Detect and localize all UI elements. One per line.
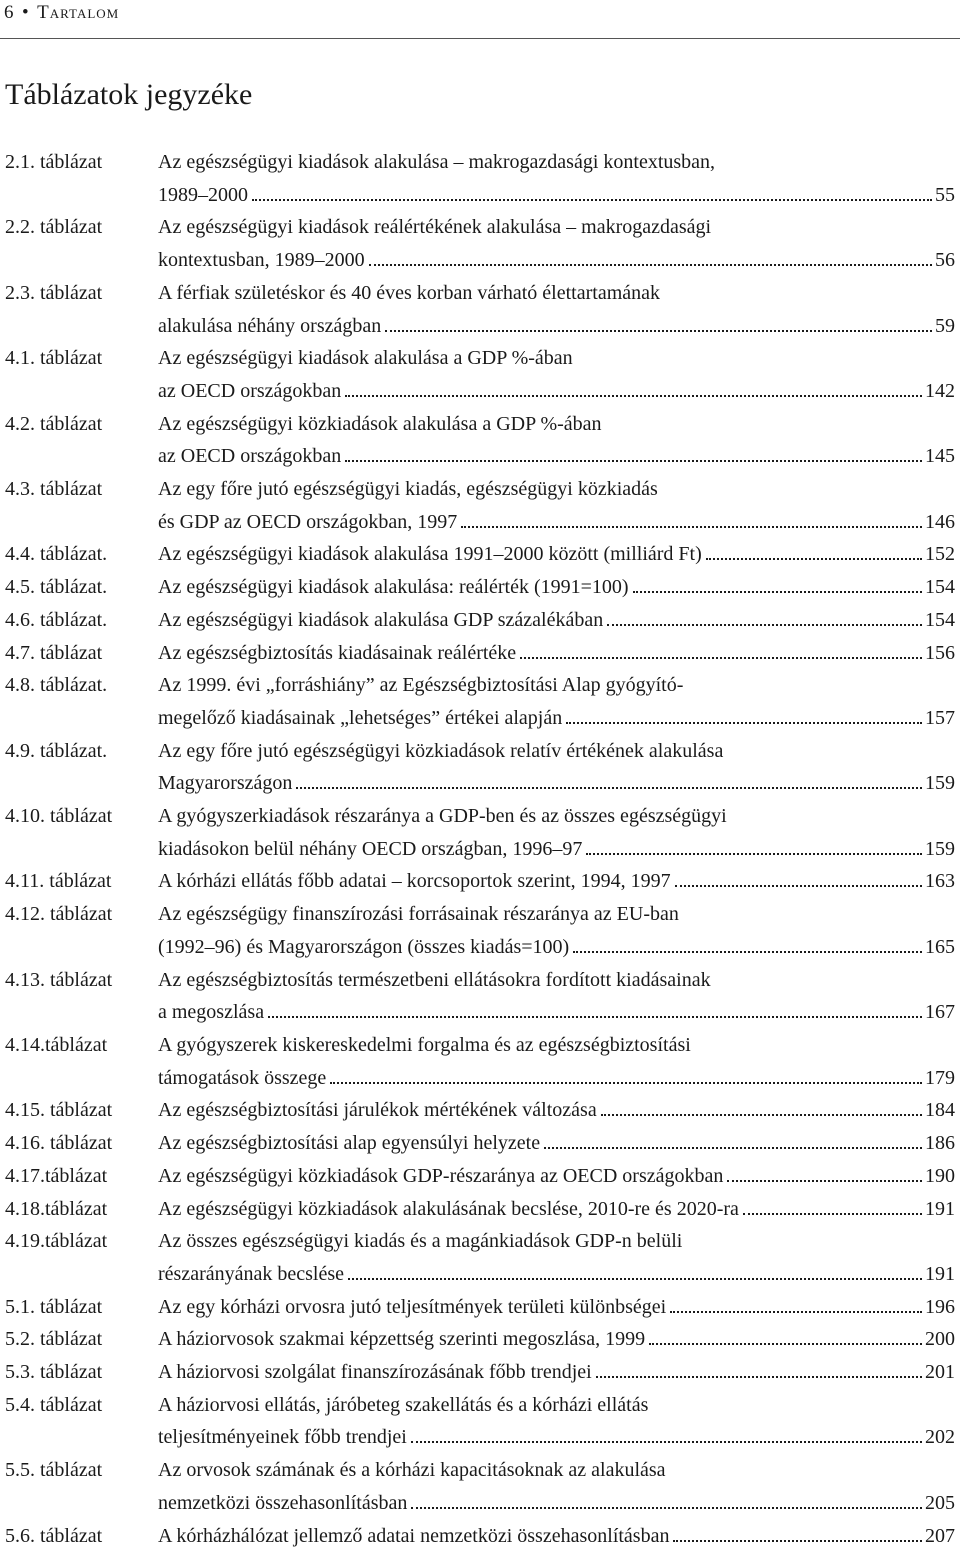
entry-title (158, 408, 955, 473)
entry-title-line (158, 1258, 955, 1291)
dot-leader (330, 1082, 922, 1084)
entry-title-line (158, 865, 955, 898)
entry-title (158, 1160, 955, 1193)
entry-title-text: (1992–96) és Magyarországon (összes kiadás=100) (158, 935, 570, 958)
toc-entry[interactable] (5, 1389, 955, 1454)
toc-entry[interactable] (5, 538, 955, 571)
toc-entry[interactable] (5, 1029, 955, 1094)
entry-title-line (158, 1454, 955, 1487)
entry-title-line (158, 1291, 955, 1324)
entry-title-line (158, 1520, 955, 1552)
entry-title-text: a megoszlása (158, 1001, 265, 1024)
dot-leader (607, 624, 922, 626)
entry-title (158, 571, 955, 604)
entry-number: 4.8. táblázat. (5, 674, 108, 697)
entry-title (158, 1356, 955, 1389)
toc-entry[interactable] (5, 1291, 955, 1324)
entry-title-text: A háziorvosok szakmai képzettség szerinti megoszlása, 1999 (158, 1328, 646, 1351)
toc-entry[interactable] (5, 277, 955, 342)
page-reference: 59 (935, 314, 955, 337)
dot-leader (673, 1540, 922, 1542)
entry-title-line (158, 1062, 955, 1095)
entry-number: 5.2. táblázat (5, 1328, 103, 1351)
entry-title-line (158, 767, 955, 800)
dot-leader (369, 264, 932, 266)
dot-leader (411, 1441, 922, 1443)
entry-number: 2.2. táblázat (5, 216, 103, 239)
entry-number: 2.1. táblázat (5, 151, 103, 173)
entry-title-text: Az egészségbiztosítás kiadásainak reálértéke (158, 641, 517, 664)
running-header (4, 2, 119, 24)
entry-title-line (158, 473, 955, 506)
page-title: Táblázatok jegyzéke (5, 78, 253, 111)
entry-title-line (158, 1225, 955, 1258)
entry-title (158, 1323, 955, 1356)
entry-title (158, 1193, 955, 1226)
entry-title-text: nemzetközi összehasonlításban (158, 1491, 408, 1514)
entry-title (158, 342, 955, 407)
dot-leader (649, 1343, 922, 1345)
entry-number: 4.18.táblázat (5, 1197, 108, 1220)
dot-leader (348, 1278, 922, 1280)
dot-leader (675, 885, 922, 887)
page-reference: 207 (925, 1524, 955, 1547)
page-reference: 154 (925, 608, 955, 631)
entry-title-text: Az egészségügyi kiadások alakulása GDP százalékában (158, 608, 604, 631)
dot-leader (345, 395, 922, 397)
page-reference: 202 (925, 1426, 955, 1449)
entry-title-line (158, 1421, 955, 1454)
entry-number: 5.6. táblázat (5, 1524, 103, 1547)
entry-title-line (158, 440, 955, 473)
entry-title-text: A gyógyszerek kiskereskedelmi forgalma és az egészségbiztosítási (158, 1033, 691, 1056)
entry-title (158, 1225, 955, 1290)
section-name: Tartalom (37, 2, 120, 23)
toc-entry[interactable] (5, 1127, 955, 1160)
entry-title-text: kontextusban, 1989–2000 (158, 249, 365, 272)
entry-title (158, 800, 955, 865)
entry-number: 4.17.táblázat (5, 1164, 108, 1187)
page-reference: 200 (925, 1328, 955, 1351)
page-reference: 56 (935, 249, 955, 272)
page-reference: 191 (925, 1197, 955, 1220)
entry-title-text: Az egészségbiztosítás természetbeni ellátásokra fordított kiadásainak (158, 968, 711, 991)
dot-leader (345, 460, 922, 462)
entry-number: 4.4. táblázat. (5, 543, 108, 566)
entry-title-text: Az egészségügy finanszírozási forrásainak részaránya az EU-ban (158, 903, 679, 926)
entry-title-line (158, 669, 955, 702)
page-reference: 157 (925, 706, 955, 729)
entry-number: 4.19.táblázat (5, 1230, 108, 1253)
entry-title (158, 146, 955, 211)
entry-number: 4.3. táblázat (5, 478, 103, 501)
entry-title-line (158, 1127, 955, 1160)
entry-title (158, 1094, 955, 1127)
dot-leader (727, 1180, 922, 1182)
entry-title-text: alakulása néhány országban (158, 314, 382, 337)
entry-title-line (158, 506, 955, 539)
dot-leader (544, 1147, 922, 1149)
entry-title-line (158, 211, 955, 244)
entry-number: 5.4. táblázat (5, 1393, 103, 1416)
entry-title-text: A háziorvosi ellátás, járóbeteg szakellátás és a kórházi ellátás (158, 1393, 649, 1416)
page-reference: 186 (925, 1132, 955, 1155)
entry-title-line (158, 1487, 955, 1520)
entry-title-text: Az egy főre jutó egészségügyi kiadás, egészségügyi közkiadás (158, 478, 658, 501)
entry-title (158, 1029, 955, 1094)
entry-number: 4.16. táblázat (5, 1132, 113, 1155)
entry-title-text: teljesítményeinek főbb trendjei (158, 1426, 407, 1449)
entry-title (158, 735, 955, 800)
page-number: 6 (4, 2, 14, 23)
entry-title-text: kiadásokon belül néhány OECD országban, 1996–97 (158, 837, 583, 860)
dot-leader (461, 526, 922, 528)
page-reference: 152 (925, 543, 955, 566)
entry-number: 5.5. táblázat (5, 1459, 103, 1482)
entry-title-text: Magyarországon (158, 772, 293, 795)
toc-entry[interactable] (5, 1454, 955, 1519)
dot-leader (670, 1311, 922, 1313)
bullet-separator: • (22, 2, 30, 23)
toc-entry[interactable] (5, 1094, 955, 1127)
dot-leader (411, 1507, 922, 1509)
toc-entry[interactable] (5, 1193, 955, 1226)
entry-number: 2.3. táblázat (5, 281, 103, 304)
entry-title-line (158, 1389, 955, 1422)
toc-entry[interactable] (5, 1520, 955, 1552)
dot-leader (296, 787, 922, 789)
entry-number: 4.7. táblázat (5, 641, 103, 664)
entry-title-text: Az egészségügyi kiadások alakulása a GDP %-ában (158, 347, 573, 370)
entry-title (158, 1454, 955, 1519)
entry-title-line (158, 277, 955, 310)
toc-entry[interactable] (5, 211, 955, 276)
entry-title-line (158, 1029, 955, 1062)
entry-title (158, 211, 955, 276)
dot-leader (268, 1016, 922, 1018)
entry-title-line (158, 833, 955, 866)
entry-title-text: Az egészségügyi kiadások alakulása: reálérték (1991=100) (158, 576, 629, 599)
page-reference: 179 (925, 1066, 955, 1089)
toc-entry[interactable] (5, 571, 955, 604)
entry-number: 4.9. táblázat. (5, 739, 108, 762)
entry-title-text: Az egészségügyi kiadások alakulása 1991–2000 között (milliárd Ft) (158, 543, 702, 566)
dot-leader (520, 657, 922, 659)
page-reference: 145 (925, 445, 955, 468)
entry-number: 4.12. táblázat (5, 903, 113, 926)
dot-leader (385, 330, 932, 332)
page-reference: 167 (925, 1001, 955, 1024)
entry-title (158, 669, 955, 734)
entry-title-text: Az egészségügyi kiadások alakulása – makrogazdasági kontextusban, (158, 151, 716, 173)
page-reference: 205 (925, 1491, 955, 1514)
page-reference: 159 (925, 772, 955, 795)
entry-title-text: Az egészségügyi közkiadások alakulásának becslése, 2010-re és 2020-ra (158, 1197, 739, 1220)
entry-title-text: Az összes egészségügyi kiadás és a magánkiadások GDP-n belüli (158, 1230, 683, 1253)
entry-title-line (158, 735, 955, 768)
entry-title (158, 1127, 955, 1160)
toc-entry[interactable] (5, 604, 955, 637)
entry-title (158, 277, 955, 342)
entry-title-line (158, 931, 955, 964)
entry-title-text: Az 1999. évi „forráshiány” az Egészségbiztosítási Alap gyógyító- (158, 674, 684, 697)
entry-title-text: A háziorvosi szolgálat finanszírozásának főbb trendjei (158, 1361, 592, 1384)
toc-entry[interactable] (5, 865, 955, 898)
page-reference: 196 (925, 1295, 955, 1318)
entry-title (158, 604, 955, 637)
entry-title-line (158, 898, 955, 931)
page-reference: 146 (925, 510, 955, 533)
entry-title (158, 964, 955, 1029)
entry-title-text: Az egy kórházi orvosra jutó teljesítmények területi különbségei (158, 1295, 667, 1318)
entry-number: 5.3. táblázat (5, 1361, 103, 1384)
entry-title (158, 538, 955, 571)
page-reference: 156 (925, 641, 955, 664)
entry-title-text: Az egy főre jutó egészségügyi közkiadások relatív értékének alakulása (158, 739, 724, 762)
entry-title-line (158, 342, 955, 375)
dot-leader (586, 853, 922, 855)
entry-title (158, 865, 955, 898)
entry-title (158, 637, 955, 670)
entry-number: 5.1. táblázat (5, 1295, 103, 1318)
entry-title-text: Az egészségbiztosítási járulékok mértékének változása (158, 1099, 597, 1122)
entry-title-text: A kórházhálózat jellemző adatai nemzetközi összehasonlításban (158, 1524, 670, 1547)
entry-title-text: részarányának becslése (158, 1262, 344, 1285)
entry-title-text: és GDP az OECD országokban, 1997 (158, 510, 458, 533)
entry-title-line (158, 604, 955, 637)
entry-title-text: az OECD országokban (158, 445, 342, 468)
entry-title-line (158, 375, 955, 408)
toc-entry[interactable] (5, 1356, 955, 1389)
page-reference: 201 (925, 1361, 955, 1384)
entry-title-line (158, 1323, 955, 1356)
entry-title-line (158, 637, 955, 670)
toc-entry[interactable] (5, 669, 955, 734)
entry-number: 4.15. táblázat (5, 1099, 113, 1122)
entry-title-text: Az egészségügyi közkiadások alakulása a GDP %-ában (158, 412, 602, 435)
table-list (5, 146, 955, 1552)
dot-leader (566, 722, 922, 724)
toc-entry[interactable] (5, 473, 955, 538)
page-reference: 190 (925, 1164, 955, 1187)
entry-number: 4.10. táblázat (5, 805, 113, 828)
entry-title (158, 898, 955, 963)
toc-entry[interactable] (5, 1160, 955, 1193)
toc-entry[interactable] (5, 800, 955, 865)
page-reference: 163 (925, 870, 955, 893)
toc-entry[interactable] (5, 1323, 955, 1356)
entry-title-text: az OECD országokban (158, 379, 342, 402)
page-reference: 184 (925, 1099, 955, 1122)
page-reference: 191 (925, 1262, 955, 1285)
entry-title-line (158, 1094, 955, 1127)
toc-entry[interactable] (5, 964, 955, 1029)
dot-leader (706, 558, 922, 560)
toc-entry[interactable] (5, 735, 955, 800)
entry-title-line (158, 146, 955, 179)
entry-number: 4.13. táblázat (5, 968, 113, 991)
page-reference: 165 (925, 935, 955, 958)
dot-leader (252, 199, 932, 201)
entry-title-text: Az egészségbiztosítási alap egyensúlyi helyzete (158, 1132, 541, 1155)
entry-number: 4.6. táblázat. (5, 608, 108, 631)
entry-title-text: Az egészségügyi közkiadások GDP-részaránya az OECD országokban (158, 1164, 724, 1187)
entry-title-text: Az egészségügyi kiadások reálértékének alakulása – makrogazdasági (158, 216, 712, 239)
toc-entry[interactable] (5, 408, 955, 473)
entry-number: 4.5. táblázat. (5, 576, 108, 599)
entry-number: 4.11. táblázat (5, 870, 112, 893)
entry-title-line (158, 1160, 955, 1193)
entry-title (158, 1291, 955, 1324)
dot-leader (601, 1114, 922, 1116)
dot-leader (743, 1213, 922, 1215)
entry-title-line (158, 538, 955, 571)
dot-leader (596, 1376, 922, 1378)
entry-title (158, 473, 955, 538)
entry-title-line (158, 244, 955, 277)
entry-title-line (158, 408, 955, 441)
entry-title-line (158, 571, 955, 604)
entry-number: 4.1. táblázat (5, 347, 103, 370)
toc-entry[interactable] (5, 637, 955, 670)
entry-title-text: támogatások összege (158, 1066, 327, 1089)
entry-title-line (158, 310, 955, 343)
page-reference: 154 (925, 576, 955, 599)
entry-title-line (158, 964, 955, 997)
page-reference: 159 (925, 837, 955, 860)
toc-entry[interactable] (5, 342, 955, 407)
entry-title-line (158, 1356, 955, 1389)
entry-number: 4.14.táblázat (5, 1033, 108, 1056)
page-reference: 55 (935, 183, 955, 206)
entry-title-line (158, 1193, 955, 1226)
entry-title-line (158, 800, 955, 833)
entry-title-text: A férfiak születéskor és 40 éves korban várható élettartamának (158, 281, 661, 304)
entry-title-text: megelőző kiadásainak „lehetséges” értékei alapján (158, 706, 563, 729)
entry-title-line (158, 996, 955, 1029)
entry-title-text: 1989–2000 (158, 183, 248, 206)
dot-leader (573, 951, 922, 953)
entry-number: 4.2. táblázat (5, 412, 103, 435)
header-rule (0, 38, 960, 39)
entry-title-text: A kórházi ellátás főbb adatai – korcsoportok szerint, 1994, 1997 (158, 870, 671, 893)
dot-leader (633, 591, 922, 593)
entry-title-line (158, 702, 955, 735)
page-reference: 142 (925, 379, 955, 402)
entry-title (158, 1520, 955, 1552)
entry-title (158, 1389, 955, 1454)
toc-entry[interactable] (5, 146, 955, 211)
toc-entry[interactable] (5, 1225, 955, 1290)
entry-title-text: A gyógyszerkiadások részaránya a GDP-ben és az összes egészségügyi (158, 805, 727, 828)
entry-title-text: Az orvosok számának és a kórházi kapacitásoknak az alakulása (158, 1459, 666, 1482)
toc-entry[interactable] (5, 898, 955, 963)
entry-title-line (158, 179, 955, 212)
